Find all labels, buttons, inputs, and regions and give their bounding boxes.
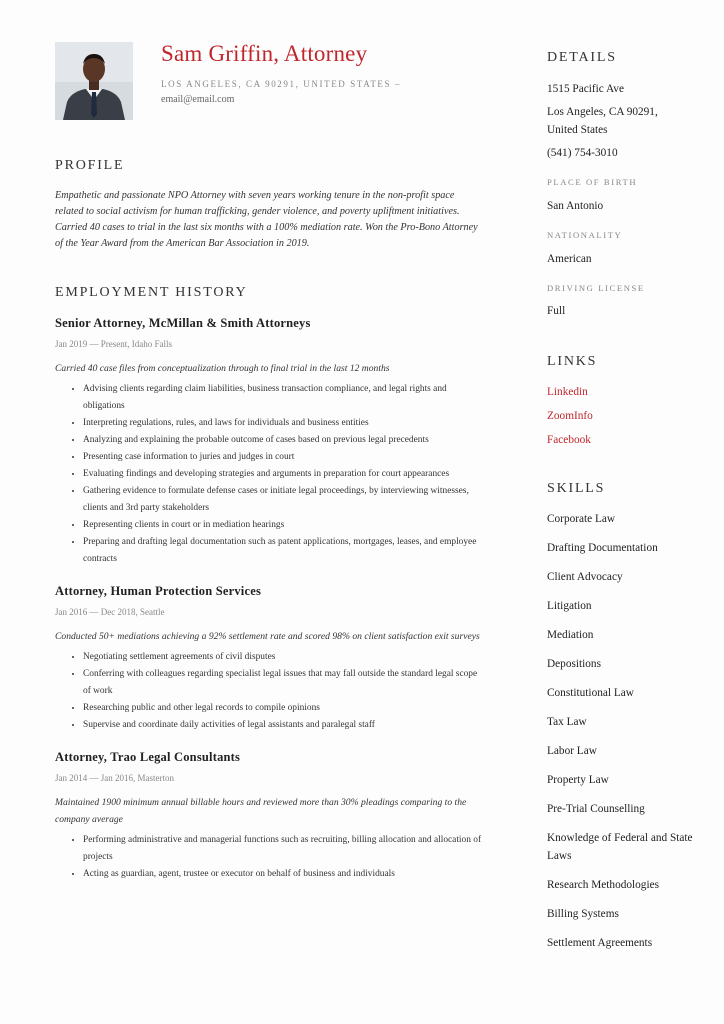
skill-item: Tax Law (547, 716, 587, 728)
details-heading: DETAILS (547, 50, 617, 65)
job-bullet: • Performing administrative and managerial functions such as recruiting, billing allocation and allocation of projects (83, 832, 485, 866)
place-of-birth-value: San Antonio (547, 200, 604, 212)
skill-item: Research Methodologies (547, 879, 659, 891)
person-avatar-icon (55, 42, 133, 120)
candidate-name: Sam Griffin, Attorney (161, 41, 368, 66)
profile-text: Empathetic and passionate NPO Attorney with seven years working tenure in the non-profit space related to social activism for human trafficking, gender violence, and poverty upliftment initiatives. Carried 40 cases to trial in the last six months with a 100% mediation rate. Won the Pro-Bono Attorney of the Year Award from the American Bar Association in 2019. (55, 190, 478, 249)
job-entry (55, 316, 485, 568)
skills-heading: SKILLS (547, 481, 606, 496)
job-dates: Jan 2019 — Present, Idaho Falls (55, 339, 172, 349)
job-bullet: • Researching public and other legal records to compile opinions (83, 700, 485, 717)
skill-item: Litigation (547, 600, 592, 612)
details-street: 1515 Pacific Ave (547, 83, 624, 95)
details-city: Los Angeles, CA 90291, (547, 106, 658, 118)
profile-heading: PROFILE (55, 158, 125, 173)
skill-item: Knowledge of Federal and State Laws (547, 832, 693, 862)
job-entry (55, 584, 485, 734)
job-entry (55, 750, 485, 883)
link-facebook[interactable]: Facebook (547, 434, 591, 446)
skill-item: Labor Law (547, 745, 597, 757)
driving-license-label: DRIVING LICENSE (547, 283, 645, 293)
skills-list (547, 510, 697, 952)
links-heading: LINKS (547, 354, 598, 369)
job-title: Attorney, Human Protection Services (55, 584, 262, 598)
link-linkedin[interactable]: Linkedin (547, 386, 588, 398)
skill-item: Billing Systems (547, 908, 619, 920)
place-of-birth-label: PLACE OF BIRTH (547, 177, 638, 187)
skill-item: Property Law (547, 774, 609, 786)
header-email[interactable]: email@email.com (161, 94, 235, 105)
skill-item: Settlement Agreements (547, 937, 653, 949)
details-phone: (541) 754-3010 (547, 147, 618, 159)
job-dates: Jan 2016 — Dec 2018, Seattle (55, 607, 165, 617)
links-list (547, 383, 697, 449)
driving-license-value: Full (547, 305, 566, 317)
details-country: United States (547, 124, 608, 136)
skill-item: Constitutional Law (547, 687, 634, 699)
job-bullets (55, 381, 485, 568)
profile-photo (55, 42, 133, 120)
sidebar (547, 50, 697, 952)
job-summary: Carried 40 case files from conceptualization through to final trial in the last 12 months (55, 363, 390, 374)
job-bullet: • Analyzing and explaining the probable outcome of cases based on previous legal precedents (83, 432, 485, 449)
skill-item: Corporate Law (547, 513, 616, 525)
skill-item: Depositions (547, 658, 601, 670)
job-bullet: • Presenting case information to juries and judges in court (83, 449, 485, 466)
job-bullet: • Acting as guardian, agent, trustee or executor on behalf of business and individuals (83, 866, 485, 883)
nationality-label: NATIONALITY (547, 230, 623, 240)
main-column (55, 158, 485, 883)
job-bullets (55, 649, 485, 734)
skill-item: Pre-Trial Counselling (547, 803, 645, 815)
job-bullet: • Conferring with colleagues regarding specialist legal issues that may fall outside the standard legal scope of work (83, 666, 485, 700)
job-dates: Jan 2014 — Jan 2016, Masterton (55, 773, 174, 783)
job-bullet: • Representing clients in court or in mediation hearings (83, 517, 485, 534)
job-bullet: • Gathering evidence to formulate defense cases or initiate legal proceedings, by interviewing witnesses, clients and 3rd party stakeholders (83, 483, 485, 517)
job-summary: Maintained 1900 minimum annual billable hours and reviewed more than 30% pleadings comparing to the company average (55, 797, 467, 825)
job-summary: Conducted 50+ mediations achieving a 92% settlement rate and scored 98% on client satisfaction exit surveys (55, 631, 480, 642)
header-address: LOS ANGELES, CA 90291, UNITED STATES – (161, 79, 402, 89)
job-title: Attorney, Trao Legal Consultants (55, 750, 241, 764)
job-bullet: • Negotiating settlement agreements of civil disputes (83, 649, 485, 666)
skill-item: Drafting Documentation (547, 542, 658, 554)
job-bullet: • Advising clients regarding claim liabilities, business transaction compliance, and legal rights and obligations (83, 381, 485, 415)
job-bullets (55, 832, 485, 883)
job-bullet: • Preparing and drafting legal documentation such as patent applications, mortgages, leases, and employee contracts (83, 534, 485, 568)
employment-heading: EMPLOYMENT HISTORY (55, 285, 248, 300)
job-bullet: • Interpreting regulations, rules, and laws for individuals and business entities (83, 415, 485, 432)
skill-item: Client Advocacy (547, 571, 623, 583)
job-title: Senior Attorney, McMillan & Smith Attorneys (55, 316, 311, 330)
skill-item: Mediation (547, 629, 594, 641)
nationality-value: American (547, 253, 592, 265)
job-bullet: • Evaluating findings and developing strategies and arguments in preparation for court appearances (83, 466, 485, 483)
job-bullet: • Supervise and coordinate daily activities of legal assistants and paralegal staff (83, 717, 485, 734)
link-zoominfo[interactable]: ZoomInfo (547, 410, 593, 422)
